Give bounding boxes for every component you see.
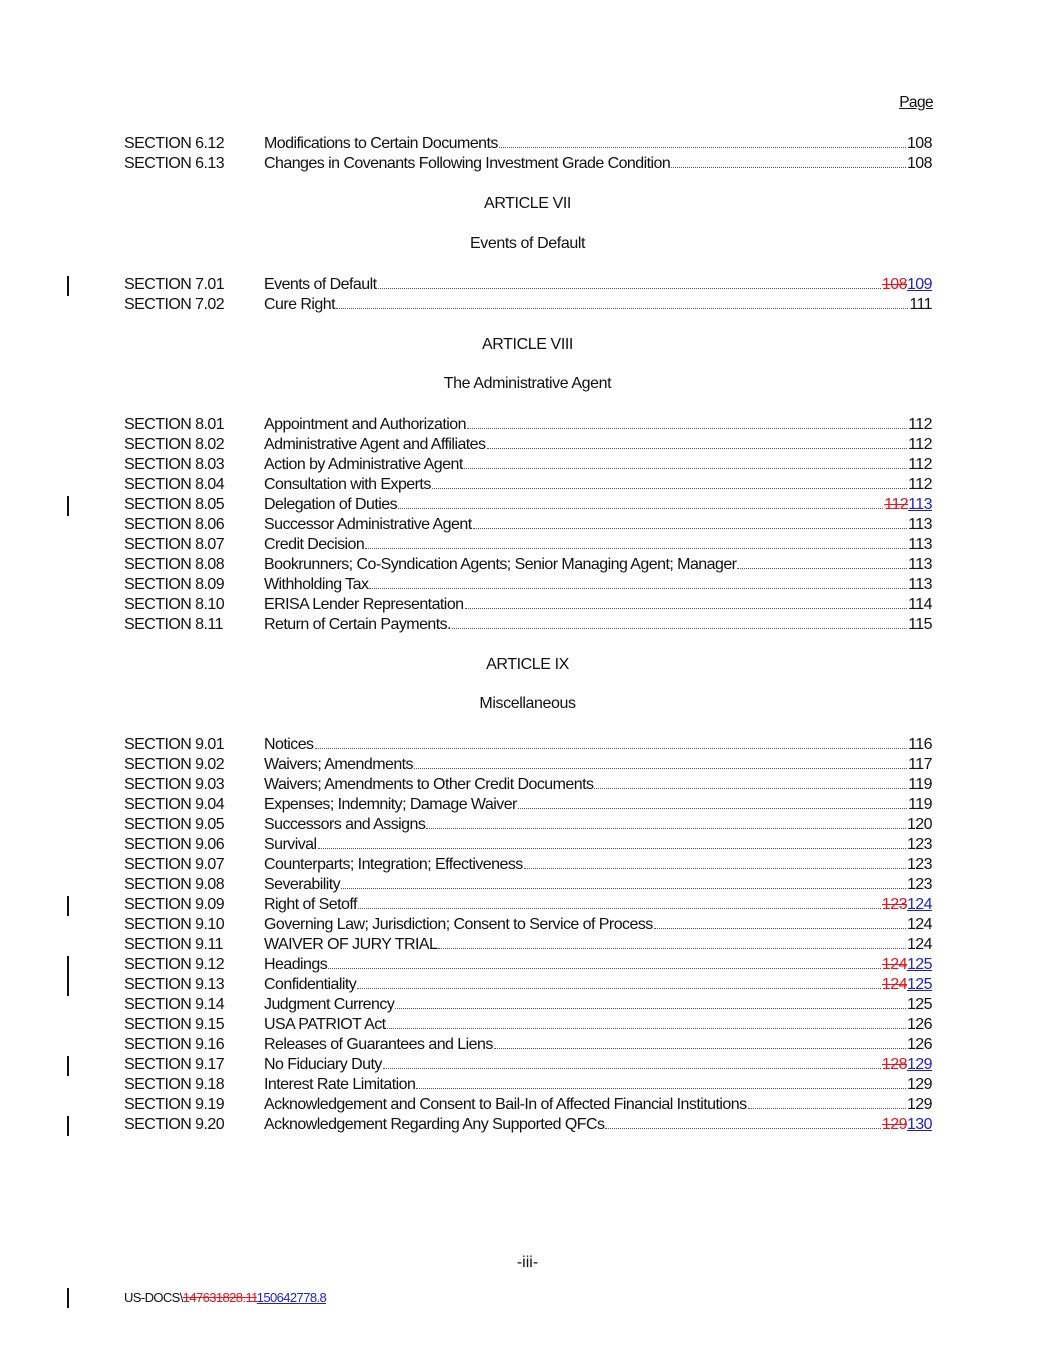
section-number: SECTION 9.11 [124,936,223,953]
page-ref [908,555,932,575]
section-title: Modifications to Certain Documents [264,135,498,152]
toc-entry[interactable] [124,154,932,174]
section-title: ERISA Lender Representation [264,596,464,613]
section-number: SECTION 9.10 [124,916,225,933]
page-ref [907,1035,932,1055]
section-title: Changes in Covenants Following Investment Grade Condition [264,155,671,172]
section-title: WAIVER OF JURY TRIAL [264,936,438,953]
page-deleted: 128 [881,1056,907,1073]
toc-group-8 [124,415,932,635]
change-bar [67,956,69,976]
section-title: Bookrunners; Co-Syndication Agents; Senior Managing Agent; Manager [264,556,737,573]
section-number: SECTION 9.07 [124,856,225,873]
section-title: Survival [264,836,317,853]
page-ref [907,935,932,955]
dot-leader [499,134,906,148]
section-number: SECTION 9.02 [124,756,225,773]
toc-entry[interactable] [124,515,932,535]
section-title: Headings [264,956,328,973]
page-inserted: 125 [906,956,932,973]
page-ref [907,915,932,935]
page-inserted: 125 [906,976,932,993]
toc-entry[interactable] [124,735,932,755]
section-title: Confidentiality [264,976,357,993]
document-id [124,1290,326,1305]
section-title: Consultation with Experts [264,476,431,493]
page-ref [882,275,932,295]
section-number: SECTION 9.14 [124,996,225,1013]
dot-leader [426,815,906,829]
dot-leader [494,1035,906,1049]
doc-prefix: US-DOCS\ [124,1290,183,1305]
page-ref [908,475,932,495]
toc-entry[interactable] [124,1015,932,1035]
section-number: SECTION 9.13 [124,976,225,993]
article-heading: ARTICLE VII [484,195,571,212]
toc-entry[interactable] [124,1115,932,1135]
change-bar [67,1116,69,1136]
dot-leader [518,795,907,809]
section-title: Acknowledgement and Consent to Bail-In of Affected Financial Institutions [264,1096,747,1113]
section-number: SECTION 8.03 [124,456,225,473]
dot-leader [315,735,908,749]
page-ref [908,755,932,775]
page-ref [908,795,932,815]
toc-group-7 [124,275,932,315]
page-number: 124 [906,936,932,953]
section-title: Administrative Agent and Affiliates [264,436,486,453]
dot-leader [365,535,907,549]
toc-entry[interactable] [124,775,932,795]
page-number: 113 [908,556,932,573]
section-number: SECTION 9.18 [124,1076,225,1093]
page-ref [907,835,932,855]
section-number: SECTION 7.02 [124,296,225,313]
doc-id-inserted: 150642778.8 [256,1290,327,1305]
page-ref [882,1115,932,1135]
page-number: 119 [908,776,932,793]
section-title: Credit Decision [264,536,365,553]
page-deleted: 123 [881,896,907,913]
toc-entry[interactable] [124,1035,932,1055]
section-title: Delegation of Duties [264,496,398,513]
section-number: SECTION 8.04 [124,476,225,493]
page-number: 113 [908,576,932,593]
toc-entry[interactable] [124,615,932,635]
page-deleted: 129 [881,1116,907,1133]
toc-entry[interactable] [124,935,932,955]
section-number: SECTION 9.12 [124,956,225,973]
section-number: SECTION 9.01 [124,736,225,753]
dot-leader [524,855,906,869]
dot-leader [398,495,883,509]
article-subheading: The Administrative Agent [443,375,612,392]
toc-entry[interactable] [124,275,932,295]
section-number: SECTION 8.01 [124,416,225,433]
section-title: No Fiduciary Duty [264,1056,382,1073]
page-ref [908,595,932,615]
section-title: Expenses; Indemnity; Damage Waiver [264,796,517,813]
toc-entry[interactable] [124,415,932,435]
toc-entry[interactable] [124,895,932,915]
dot-leader [369,575,907,589]
page-number: 129 [906,1096,932,1113]
toc-entry[interactable] [124,1095,932,1115]
page-number: 123 [906,856,932,873]
page-number: 123 [906,836,932,853]
section-title: Right of Setoff [264,896,357,913]
page-deleted: 112 [884,496,909,513]
section-title: USA PATRIOT Act [264,1016,386,1033]
change-bar [67,976,69,996]
dot-leader [465,595,908,609]
page-number: 126 [906,1016,932,1033]
section-number: SECTION 6.12 [124,135,225,152]
dot-leader [467,415,907,429]
page-ref [908,575,932,595]
section-number: SECTION 9.20 [124,1116,225,1133]
page-number: 108 [906,135,932,152]
page-ref [882,975,932,995]
section-number: SECTION 9.17 [124,1056,225,1073]
page-number: 124 [906,916,932,933]
page-inserted: 129 [906,1056,932,1073]
page-number: 117 [908,756,932,773]
section-title: Waivers; Amendments to Other Credit Documents [264,776,594,793]
section-title: Releases of Guarantees and Liens [264,1036,493,1053]
toc-entry[interactable] [124,535,932,555]
section-title: Cure Right [264,296,335,313]
toc-entry[interactable] [124,755,932,775]
toc-entry[interactable] [124,575,932,595]
page-ref [907,855,932,875]
toc-entry[interactable] [124,975,932,995]
toc-entry[interactable] [124,595,932,615]
page-ref [908,515,932,535]
section-number: SECTION 9.19 [124,1096,225,1113]
page-number: 116 [908,736,932,753]
page-ref [907,154,932,174]
page-ref [907,815,932,835]
section-title: Notices [264,736,314,753]
dot-leader [594,775,907,789]
doc-id-deleted: 147631828.11 [182,1290,257,1305]
toc-entry[interactable] [124,1075,932,1095]
section-title: Return of Certain Payments. [264,616,452,633]
page-ref [882,955,932,975]
article-heading: ARTICLE IX [486,656,569,673]
section-number: SECTION 8.11 [124,616,223,633]
page-deleted: 124 [881,956,907,973]
section-number: SECTION 8.08 [124,556,225,573]
page-number: 125 [906,996,932,1013]
section-number: SECTION 9.09 [124,896,225,913]
page-ref [908,535,932,555]
page-number: 113 [908,536,932,553]
section-number: SECTION 9.03 [124,776,225,793]
section-number: SECTION 8.10 [124,596,225,613]
page-ref [882,895,932,915]
dot-leader [318,835,906,849]
dot-leader [452,615,907,629]
section-title: Events of Default [264,276,377,293]
section-title: Severability [264,876,341,893]
toc-entry[interactable] [124,835,932,855]
toc-entry[interactable] [124,795,932,815]
dot-leader [387,1015,906,1029]
dot-leader [432,475,907,489]
page-ref [907,875,932,895]
section-number: SECTION 6.13 [124,155,225,172]
section-number: SECTION 9.05 [124,816,225,833]
page-inserted: 109 [906,276,932,293]
page-number: 126 [906,1036,932,1053]
toc-entry[interactable] [124,875,932,895]
section-title: Judgment Currency [264,996,395,1013]
page-ref [884,495,932,515]
change-bar [67,1056,69,1076]
toc-entry[interactable] [124,295,932,315]
page-number: 112 [908,436,932,453]
dot-leader [737,555,907,569]
page-number: 114 [908,596,932,613]
page-ref [907,1015,932,1035]
toc-entry[interactable] [124,555,932,575]
page-number: 119 [908,796,932,813]
toc-entry[interactable] [124,435,932,455]
page-ref [907,134,932,154]
section-title: Action by Administrative Agent [264,456,463,473]
page-ref [908,735,932,755]
page-deleted: 124 [881,976,907,993]
page-number: 112 [908,476,932,493]
dot-leader [487,435,908,449]
article-subheading: Miscellaneous [479,695,576,712]
toc-entry[interactable] [124,815,932,835]
page-ref [909,295,932,315]
dot-leader [383,1055,881,1069]
page-number: 120 [906,816,932,833]
toc-entry[interactable] [124,134,932,154]
page-column-header: Page [899,94,933,111]
change-bar [67,496,69,516]
toc-entry[interactable] [124,495,932,515]
page-number: 112 [908,416,932,433]
page-inserted: 124 [906,896,932,913]
dot-leader [416,1075,906,1089]
page-ref [908,455,932,475]
section-title: Governing Law; Jurisdiction; Consent to Service of Process [264,916,653,933]
section-number: SECTION 9.15 [124,1016,225,1033]
section-title: Appointment and Authorization [264,416,466,433]
page-ref [882,1055,932,1075]
page-number: 108 [906,155,932,172]
section-number: SECTION 8.02 [124,436,225,453]
dot-leader [341,875,906,889]
page-number: -iii- [516,1254,539,1271]
toc-entry[interactable] [124,455,932,475]
page-ref [907,995,932,1015]
toc-entry[interactable] [124,915,932,935]
section-title: Counterparts; Integration; Effectiveness [264,856,523,873]
dot-leader [605,1115,880,1129]
dot-leader [671,154,906,168]
section-number: SECTION 9.04 [124,796,225,813]
dot-leader [748,1095,906,1109]
dot-leader [654,915,906,929]
page-inserted: 130 [906,1116,932,1133]
page-number: 129 [906,1076,932,1093]
change-bar [67,1288,69,1308]
section-title: Successor Administrative Agent [264,516,472,533]
dot-leader [395,995,906,1009]
page-ref [908,415,932,435]
page-deleted: 108 [881,276,907,293]
dot-leader [378,275,881,289]
dot-leader [464,455,907,469]
page-ref [908,775,932,795]
dot-leader [438,935,906,949]
section-title: Successors and Assigns [264,816,426,833]
page-number: 123 [906,876,932,893]
page-ref [907,1095,932,1115]
dot-leader [328,955,881,969]
toc-entry[interactable] [124,855,932,875]
section-title: Interest Rate Limitation [264,1076,416,1093]
toc-entry[interactable] [124,995,932,1015]
section-number: SECTION 9.06 [124,836,225,853]
article-subheading: Events of Default [469,235,586,252]
toc-entry[interactable] [124,1055,932,1075]
change-bar [67,276,69,296]
section-title: Waivers; Amendments [264,756,414,773]
section-number: SECTION 8.06 [124,516,225,533]
page-ref [907,1075,932,1095]
toc-entry[interactable] [124,475,932,495]
toc-group-6 [124,134,932,174]
dot-leader [473,515,908,529]
dot-leader [357,975,881,989]
change-bar [67,896,69,916]
page-number: 112 [908,456,932,473]
dot-leader [414,755,907,769]
section-number: SECTION 8.07 [124,536,225,553]
dot-leader [358,895,881,909]
section-number: SECTION 9.16 [124,1036,225,1053]
section-title: Withholding Tax [264,576,369,593]
article-heading: ARTICLE VIII [482,336,573,353]
page-number: 115 [908,616,932,633]
page-number: 111 [909,296,932,313]
toc-group-9 [124,735,932,1135]
page-ref [908,615,932,635]
page-number: 113 [908,516,932,533]
section-number: SECTION 9.08 [124,876,225,893]
section-number: SECTION 8.05 [124,496,225,513]
toc-entry[interactable] [124,955,932,975]
section-title: Acknowledgement Regarding Any Supported QFCs [264,1116,605,1133]
page-ref [908,435,932,455]
dot-leader [336,295,908,309]
section-number: SECTION 8.09 [124,576,225,593]
page-inserted: 113 [908,496,932,513]
section-number: SECTION 7.01 [124,276,225,293]
